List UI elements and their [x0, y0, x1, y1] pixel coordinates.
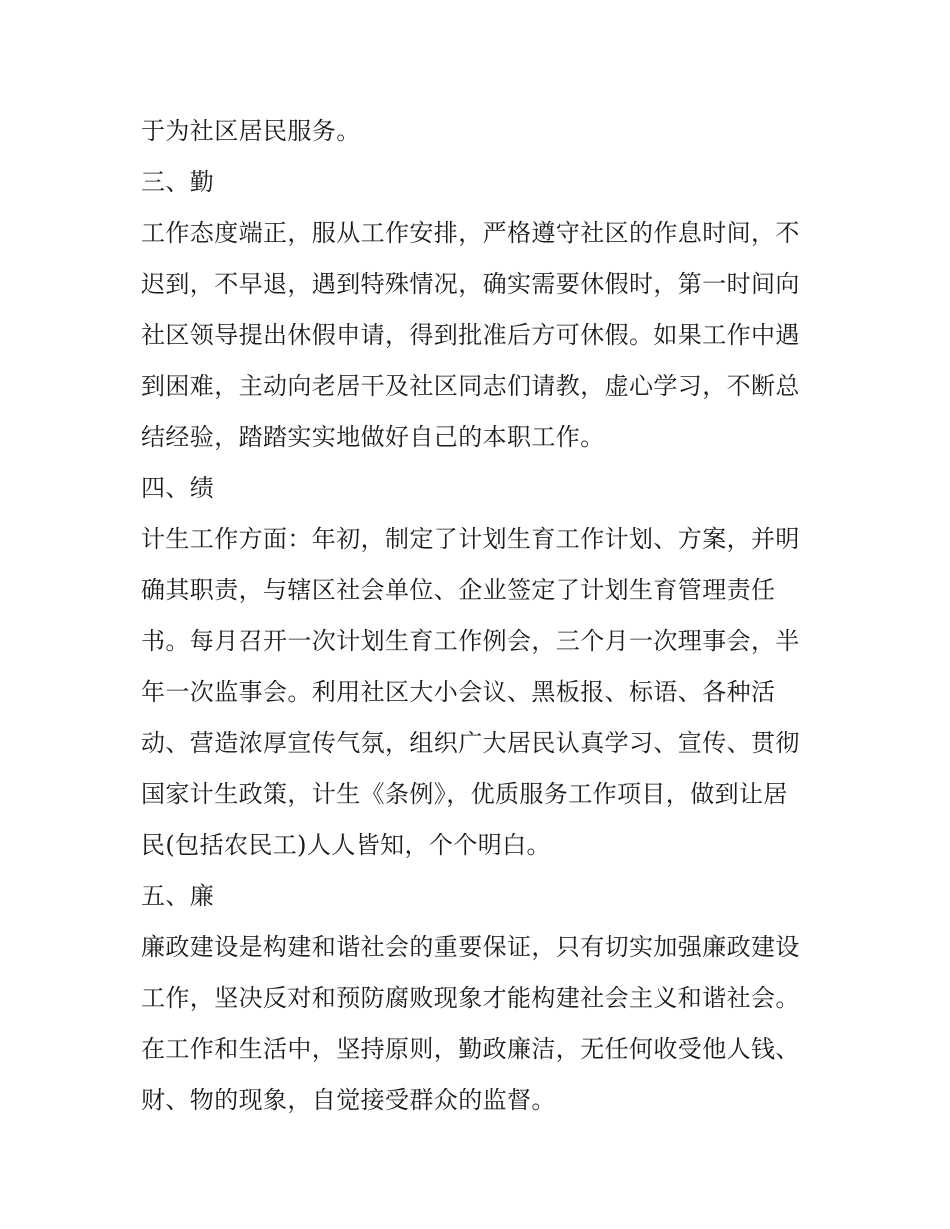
text-line: 计生工作方面：年初，制定了计划生育工作计划、方案，并明: [141, 525, 800, 553]
text-line: 廉政建设是构建和谐社会的重要保证，只有切实加强廉政建设: [141, 933, 800, 961]
text-line: 动、营造浓厚宣传气氛，组织广大居民认真学习、宣传、贯彻: [141, 729, 800, 757]
text-line: 于为社区居民服务。: [141, 117, 361, 145]
text-line: 迟到，不早退，遇到特殊情况，确实需要休假时，第一时间向: [141, 270, 800, 298]
text-line: 确其职责，与辖区社会单位、企业签定了计划生育管理责任: [141, 576, 776, 604]
section-heading-qin: 三、勤: [141, 168, 215, 196]
section-heading-lian: 五、廉: [141, 882, 215, 910]
text-line: 国家计生政策，计生《条例》，优质服务工作项目，做到让居: [141, 780, 788, 808]
section-heading-ji: 四、绩: [141, 474, 215, 502]
text-line: 社区领导提出休假申请，得到批准后方可休假。如果工作中遇: [141, 321, 800, 349]
text-line: 民(包括农民工)人人皆知，个个明白。: [141, 831, 551, 859]
text-line: 书。每月召开一次计划生育工作例会，三个月一次理事会，半: [141, 627, 800, 655]
text-line: 到困难，主动向老居干及社区同志们请教，虚心学习，不断总: [141, 372, 800, 400]
text-line: 年一次监事会。利用社区大小会议、黑板报、标语、各种活: [141, 678, 776, 706]
text-line: 结经验，踏踏实实地做好自己的本职工作。: [141, 423, 605, 451]
text-line: 在工作和生活中，坚持原则，勤政廉洁，无任何收受他人钱、: [141, 1035, 800, 1063]
text-line: 财、物的现象，自觉接受群众的监督。: [141, 1086, 556, 1114]
text-line: 工作，坚决反对和预防腐败现象才能构建社会主义和谐社会。: [141, 984, 800, 1012]
document-body: [141, 106, 813, 1126]
text-line: 工作态度端正，服从工作安排，严格遵守社区的作息时间，不: [141, 219, 800, 247]
